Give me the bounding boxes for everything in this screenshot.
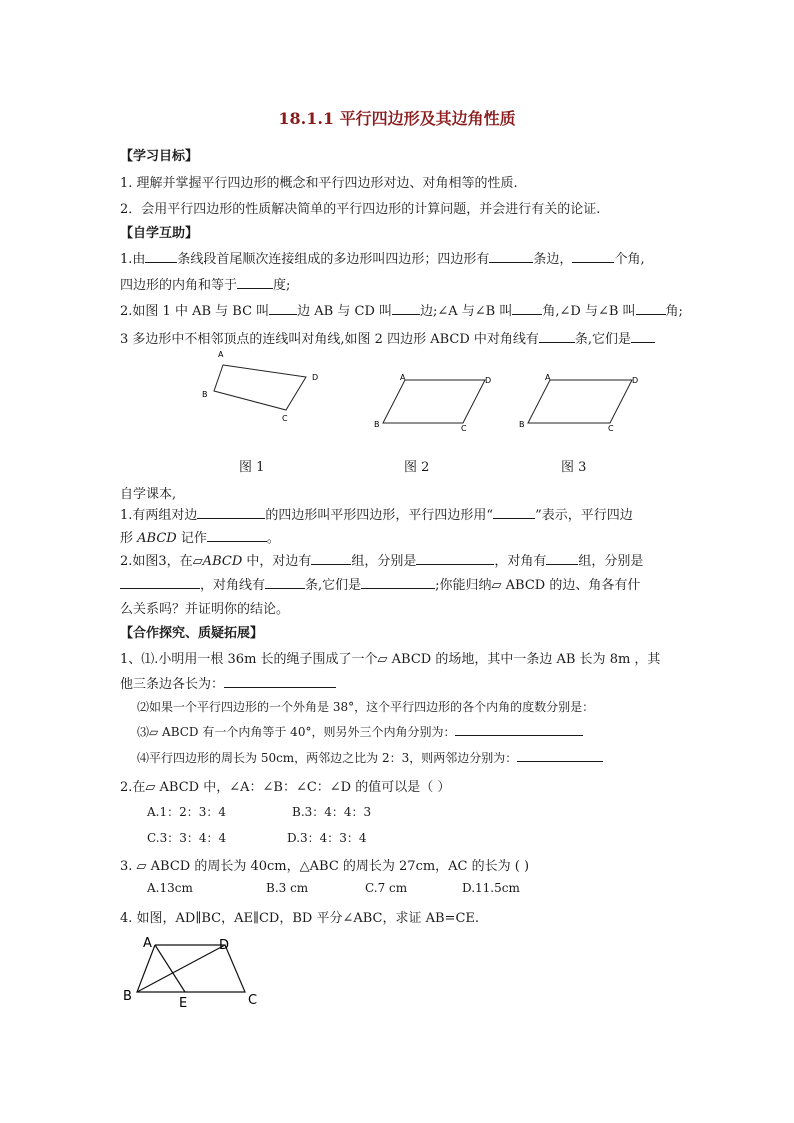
section-heading-cooperation: 【合作探究、质疑拓展】 [120, 626, 264, 641]
figure-2-parallelogram [365, 365, 505, 435]
fig4-label-c: C [248, 993, 258, 1008]
figure-3-caption: 图 3 [561, 460, 587, 475]
goal-2: 2．会用平行四边形的性质解决简单的平行四边形的计算问题，并会进行有关的论证. [120, 202, 601, 217]
fig2-label-d: D [485, 376, 492, 385]
page-title: 18.1.1 平行四边形及其边角性质 [278, 109, 516, 128]
exercise-2: 2.在▱ ABCD 中，∠A：∠B：∠C：∠D 的值可以是（ ） [120, 780, 451, 795]
fig2-label-a: A [400, 373, 406, 382]
exercise-1-line-b: 他三条边各长为： [120, 673, 336, 692]
question-1-line-a: 1.由 条线段首尾顺次连接组成的多边形叫四边形；四边形有 条边， 个角, [120, 252, 645, 267]
exercise-3: 3. ▱ ABCD 的周长为 40cm，△ABC 的周长为 27cm，AC 的长为 ( ) [120, 859, 530, 874]
exercise-3-option-a: A.13cm [147, 881, 193, 895]
fig4-label-d: D [219, 938, 230, 953]
figure-4-diagram [115, 930, 275, 1012]
practice-1-line-a: 1.有两组对边 的四边形叫平形四边形，平行四边形用“ ”表示，平行四边 [120, 508, 633, 523]
exercise-2-option-c: C.3：3：4：4 [147, 831, 227, 845]
fig4-label-e: E [179, 996, 188, 1011]
section-heading-goals: 【学习目标】 [120, 149, 199, 164]
fig2-label-c: C [461, 424, 467, 433]
exercise-4: 4. 如图，AD∥BC，AE∥CD，BD 平分∠ABC，求证 AB=CE. [120, 911, 480, 926]
exercise-1-part-3: ⑶▱ ABCD 有一个内角等于 40°，则另外三个内角分别为： [137, 723, 583, 740]
exercise-1-line-a: 1、⑴.小明用一根 36m 长的绳子围成了一个▱ ABCD 的场地，其中一条边 AB 长为 8m ，其 [120, 652, 661, 667]
section-heading-self-help: 【自学互助】 [120, 226, 199, 241]
question-1-line-b: 四边形的内角和等于 度; [120, 278, 291, 293]
fig4-label-b: B [123, 989, 132, 1004]
exercise-3-option-c: C.7 cm [365, 881, 408, 895]
fig3-label-d: D [632, 376, 639, 385]
self-study-label: 自学课本, [120, 487, 177, 502]
fig2-label-b: B [374, 420, 380, 429]
practice-2-line-c: 么关系吗？并证明你的结论。 [120, 602, 290, 617]
exercise-1-part-2: ⑵如果一个平行四边形的一个外角是 38°，这个平行四边形的各个内角的度数分别是： [137, 700, 595, 714]
practice-2-line-a: 2.如图3，在▱ABCD 中，对边有 组，分别是 ，对角有 组，分别是 [120, 554, 644, 569]
exercise-3-option-d: D.11.5cm [462, 881, 520, 895]
fig1-label-c: C [282, 414, 288, 423]
question-3: 3 多边形中不相邻顶点的连线叫对角线,如图 2 四边形 ABCD 中对角线有 条,它们是 [120, 328, 655, 347]
fig4-label-a: A [143, 936, 152, 951]
fig1-label-a: A [218, 350, 224, 359]
goal-1: 1. 理解并掌握平行四边形的概念和平行四边形对边、对角相等的性质. [120, 176, 518, 191]
figure-1-quadrilateral [190, 335, 340, 425]
fig1-label-b: B [202, 390, 208, 399]
exercise-2-option-d: D.3：4：3：4 [287, 831, 367, 845]
figure-3-parallelogram [510, 365, 650, 435]
figure-2-caption: 图 2 [404, 460, 430, 475]
exercise-2-option-b: B.3：4：4：3 [292, 805, 372, 819]
question-2: 2.如图 1 中 AB 与 BC 叫 边 AB 与 CD 叫 边;∠A 与∠B 叫 角,∠D 与∠B 叫 角; [120, 304, 683, 319]
fig3-label-c: C [608, 424, 614, 433]
figure-1-caption: 图 1 [239, 460, 265, 475]
exercise-1-part-4: ⑷平行四边形的周长为 50cm，两邻边之比为 2：3，则两邻边分别为： [137, 749, 603, 766]
practice-1-line-b: 形 ABCD 记作 。 [120, 531, 280, 546]
fig3-label-b: B [519, 420, 525, 429]
fig1-label-d: D [312, 373, 319, 382]
exercise-2-option-a: A.1：2：3：4 [147, 805, 227, 819]
fig3-label-a: A [545, 373, 551, 382]
practice-2-line-b: ，对角线有 条,它们是 ;你能归纳▱ ABCD 的边、角各有什 [120, 574, 640, 593]
exercise-3-option-b: B.3 cm [266, 881, 309, 895]
